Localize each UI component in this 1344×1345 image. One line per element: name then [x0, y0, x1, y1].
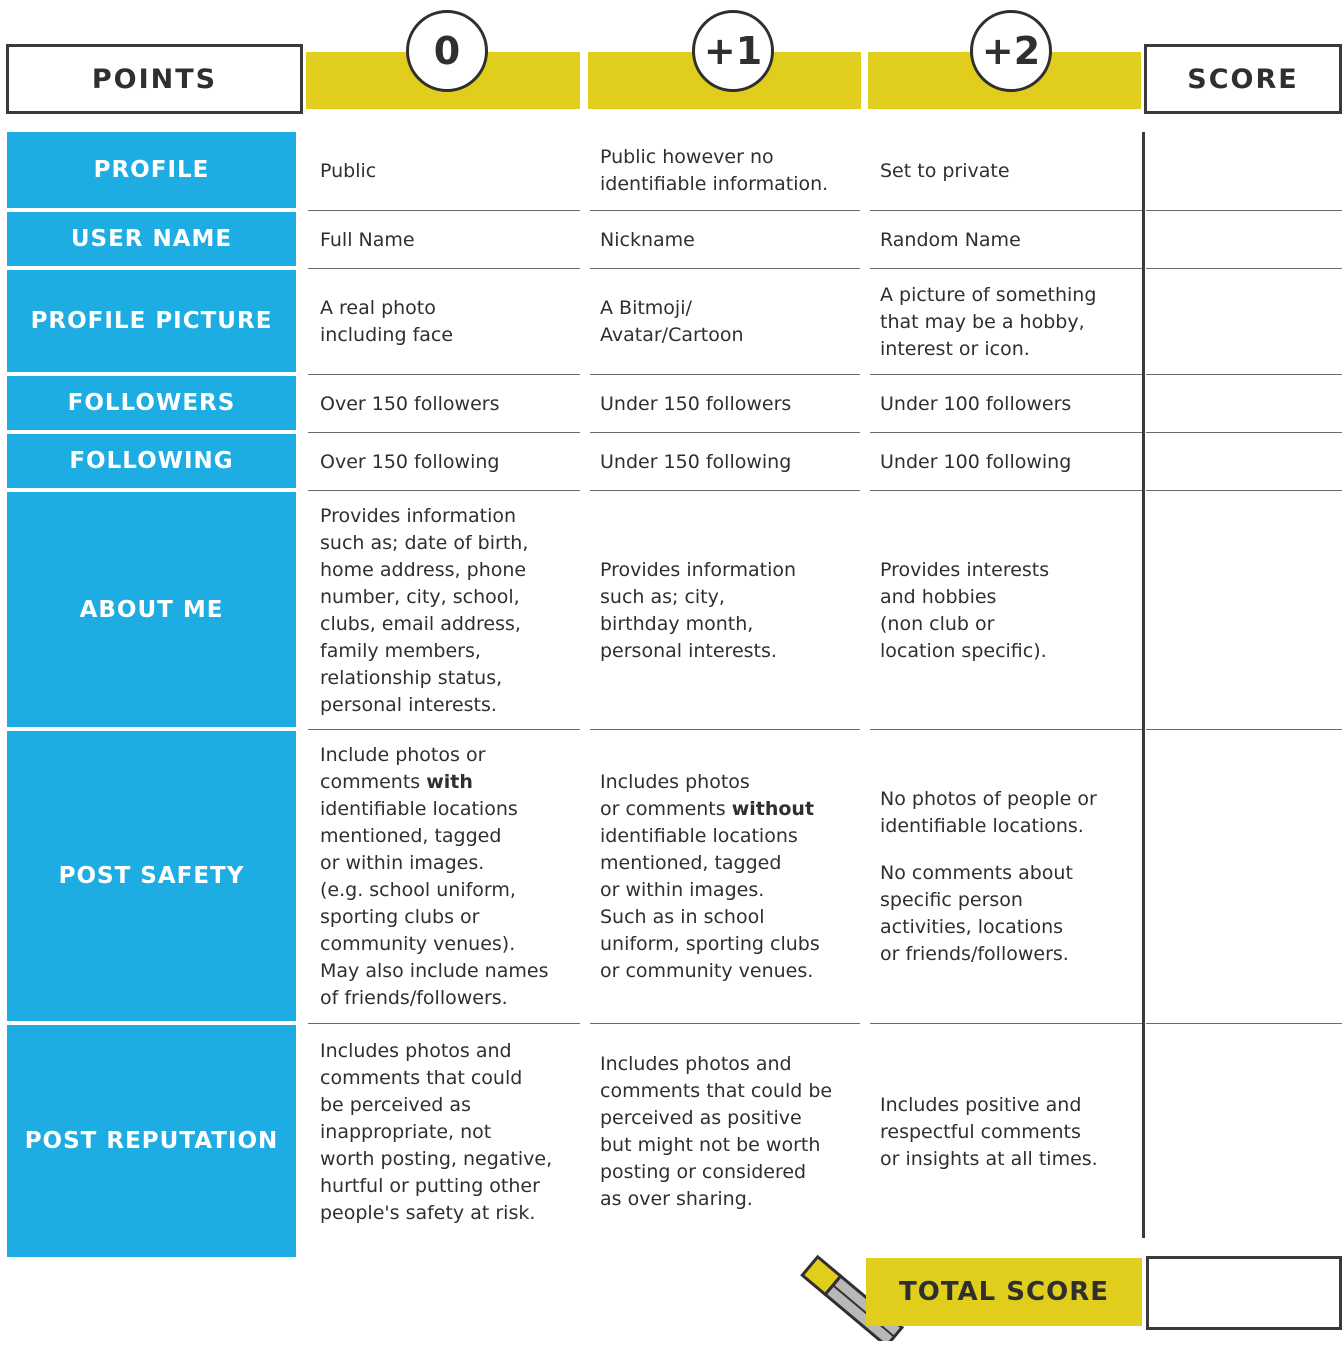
row-label-profile-picture: PROFILE PICTURE: [7, 270, 296, 372]
row-divider: [308, 210, 580, 211]
row-divider: [1146, 210, 1342, 211]
row-divider: [1146, 490, 1342, 491]
score-input-post-reputation[interactable]: [1148, 1025, 1342, 1239]
points-header-label: POINTS: [91, 63, 218, 95]
row-divider: [308, 1023, 580, 1024]
cell-profile-picture-0: A real photo including face: [320, 297, 454, 346]
cell-following-1: Under 150 following: [600, 450, 792, 473]
cell-post-reputation-2: Includes positive and respectful comments or insights at all times.: [880, 1093, 1098, 1170]
column-2-points-badge: +2: [970, 10, 1052, 92]
cell-profile-2: Set to private: [880, 159, 1010, 182]
cell-post-reputation-1: Includes photos and comments that could be perceived as positive but might not be worth posting or considered as over sharing.: [600, 1053, 833, 1210]
row-divider: [870, 490, 1142, 491]
cell-profile-picture-1: A Bitmoji/ Avatar/Cartoon: [600, 297, 744, 346]
row-label-profile: PROFILE: [7, 132, 296, 208]
cell-user-name-2: Random Name: [880, 228, 1021, 251]
score-input-following[interactable]: [1148, 434, 1342, 490]
cell-about-me-0: Provides information such as; date of birth, home address, phone number, city, school, clubs, email address, family members, relationship status, personal interests.: [320, 504, 529, 716]
cell-post-safety-0: Include photos or comments with identifiable locations mentioned, tagged or within images. (e.g. school uniform, sporting clubs or community venues). May also include names of friends/followers.: [320, 744, 549, 1009]
row-divider: [590, 490, 860, 491]
cell-user-name-0: Full Name: [320, 228, 415, 251]
cell-post-safety-1: Includes photos or comments without identifiable locations mentioned, tagged or within images. Such as in school uniform, sporting clubs or community venues.: [600, 771, 820, 982]
row-divider: [590, 432, 860, 433]
row-divider: [1146, 1023, 1342, 1024]
score-input-user-name[interactable]: [1148, 212, 1342, 268]
score-header: [1144, 44, 1342, 114]
row-divider: [590, 1023, 860, 1024]
cell-about-me-2: Provides interests and hobbies (non club or location specific).: [880, 558, 1050, 662]
cell-profile-1: Public however no identifiable information.: [600, 146, 829, 195]
row-divider: [1146, 729, 1342, 730]
total-score-label-box: [866, 1258, 1142, 1326]
row-label-user-name: USER NAME: [7, 212, 296, 266]
row-divider: [870, 210, 1142, 211]
row-divider: [590, 210, 860, 211]
row-divider: [590, 374, 860, 375]
row-label-following: FOLLOWING: [7, 434, 296, 488]
cell-profile-picture-2: A picture of something that may be a hobby, interest or icon.: [880, 283, 1097, 360]
cell-followers-1: Under 150 followers: [600, 392, 792, 415]
row-divider: [870, 268, 1142, 269]
score-input-profile[interactable]: [1148, 132, 1342, 210]
score-column-divider: [1142, 132, 1145, 1238]
row-divider: [870, 432, 1142, 433]
row-divider: [870, 1023, 1142, 1024]
cell-followers-2: Under 100 followers: [880, 392, 1072, 415]
points-header: [6, 44, 303, 114]
row-divider: [308, 268, 580, 269]
row-divider: [590, 729, 860, 730]
row-divider: [1146, 374, 1342, 375]
row-label-about-me: ABOUT ME: [7, 492, 296, 727]
total-score-label: TOTAL SCORE: [899, 1277, 1109, 1307]
cell-post-reputation-0: Includes photos and comments that could be perceived as inappropriate, not worth posting, negative, hurtful or putting other people's safety at risk.: [320, 1039, 553, 1224]
cell-following-2: Under 100 following: [880, 450, 1072, 473]
score-input-followers[interactable]: [1148, 376, 1342, 432]
score-input-profile-picture[interactable]: [1148, 270, 1342, 374]
row-divider: [308, 432, 580, 433]
row-divider: [1146, 432, 1342, 433]
row-divider: [1146, 268, 1342, 269]
row-divider: [308, 729, 580, 730]
column-1-points-badge: +1: [692, 10, 774, 92]
cell-profile-0: Public: [320, 159, 377, 182]
cell-about-me-1: Provides information such as; city, birthday month, personal interests.: [600, 558, 797, 662]
row-divider: [308, 490, 580, 491]
cell-post-safety-2: No photos of people or identifiable locations. No comments about specific person activities, locations or friends/followers.: [880, 788, 1097, 965]
cell-user-name-1: Nickname: [600, 228, 695, 251]
row-divider: [308, 374, 580, 375]
row-label-post-reputation: POST REPUTATION: [7, 1025, 296, 1257]
total-score-input[interactable]: [1146, 1256, 1342, 1330]
score-header-label: SCORE: [1187, 63, 1299, 95]
column-0-points-badge: 0: [406, 10, 488, 92]
cell-following-0: Over 150 following: [320, 450, 500, 473]
cell-followers-0: Over 150 followers: [320, 392, 500, 415]
row-divider: [870, 729, 1142, 730]
row-divider: [590, 268, 860, 269]
score-input-about-me[interactable]: [1148, 492, 1342, 729]
score-input-post-safety[interactable]: [1148, 731, 1342, 1023]
row-divider: [870, 374, 1142, 375]
row-label-followers: FOLLOWERS: [7, 376, 296, 430]
row-label-post-safety: POST SAFETY: [7, 731, 296, 1021]
